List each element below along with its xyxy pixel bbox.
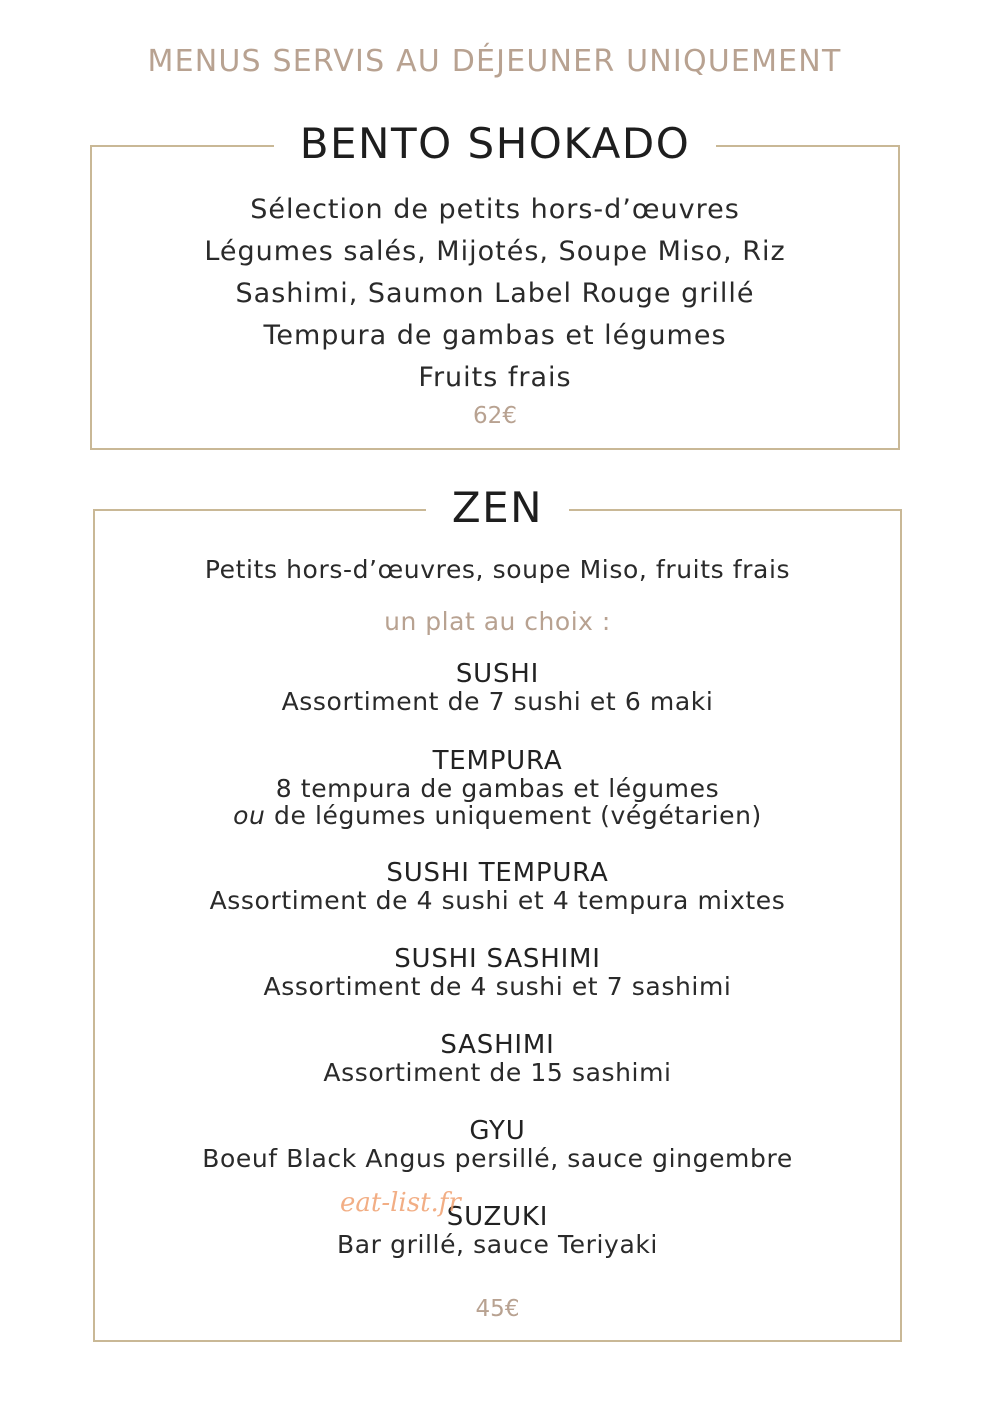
bento-item: Fruits frais	[418, 362, 572, 393]
dish-name: GYU	[469, 1116, 526, 1146]
bento-item: Légumes salés, Mijotés, Soupe Miso, Riz	[204, 236, 786, 267]
zen-intro: Petits hors-d’œuvres, soupe Miso, fruits frais	[204, 555, 791, 584]
dish-name: SUSHI SASHIMI	[394, 944, 601, 974]
dish-alt-prefix: ou	[233, 801, 266, 830]
dish-desc: Assortiment de 7 sushi et 6 maki	[281, 687, 714, 716]
watermark: eat-list.fr	[340, 1188, 461, 1218]
bento-shokado-box	[90, 119, 900, 450]
zen-choice-label: un plat au choix :	[384, 607, 611, 636]
bento-items	[92, 189, 898, 429]
dish-sashimi	[95, 1032, 900, 1086]
menu-header: MENUS SERVIS AU DÉJEUNER UNIQUEMENT	[147, 44, 842, 79]
bento-item: Sélection de petits hors-d’œuvres	[250, 194, 740, 225]
dish-tempura	[95, 748, 900, 829]
dish-alt-desc	[95, 802, 900, 829]
dish-sushi	[95, 661, 900, 715]
zen-title: ZEN	[426, 483, 569, 532]
dish-name: SUSHI	[455, 659, 540, 689]
zen-title-wrap	[95, 483, 900, 532]
dish-sushi-tempura	[95, 860, 900, 914]
dish-desc: Boeuf Black Angus persillé, sauce gingembre	[202, 1144, 793, 1173]
bento-title: BENTO SHOKADO	[274, 119, 717, 168]
dish-desc: Assortiment de 4 sushi et 4 tempura mixtes	[209, 886, 786, 915]
dish-suzuki	[95, 1204, 900, 1258]
zen-price: 45€	[475, 1296, 520, 1322]
dish-sushi-sashimi	[95, 946, 900, 1000]
dish-gyu	[95, 1118, 900, 1172]
dish-name: SUZUKI	[446, 1202, 549, 1232]
bento-title-wrap	[92, 119, 898, 168]
dish-name: SASHIMI	[440, 1030, 555, 1060]
bento-item: Sashimi, Saumon Label Rouge grillé	[235, 278, 755, 309]
dish-desc: 8 tempura de gambas et légumes	[275, 774, 720, 803]
bento-price: 62€	[473, 403, 517, 429]
zen-box	[93, 483, 902, 1342]
dish-name: SUSHI TEMPURA	[386, 858, 609, 888]
dish-name: TEMPURA	[432, 746, 563, 776]
dish-desc: Bar grillé, sauce Teriyaki	[337, 1230, 658, 1259]
dish-alt-text: de légumes uniquement (végétarien)	[273, 801, 762, 830]
dish-desc: Assortiment de 15 sashimi	[323, 1058, 672, 1087]
bento-item: Tempura de gambas et légumes	[263, 320, 727, 351]
dish-desc: Assortiment de 4 sushi et 7 sashimi	[263, 972, 732, 1001]
